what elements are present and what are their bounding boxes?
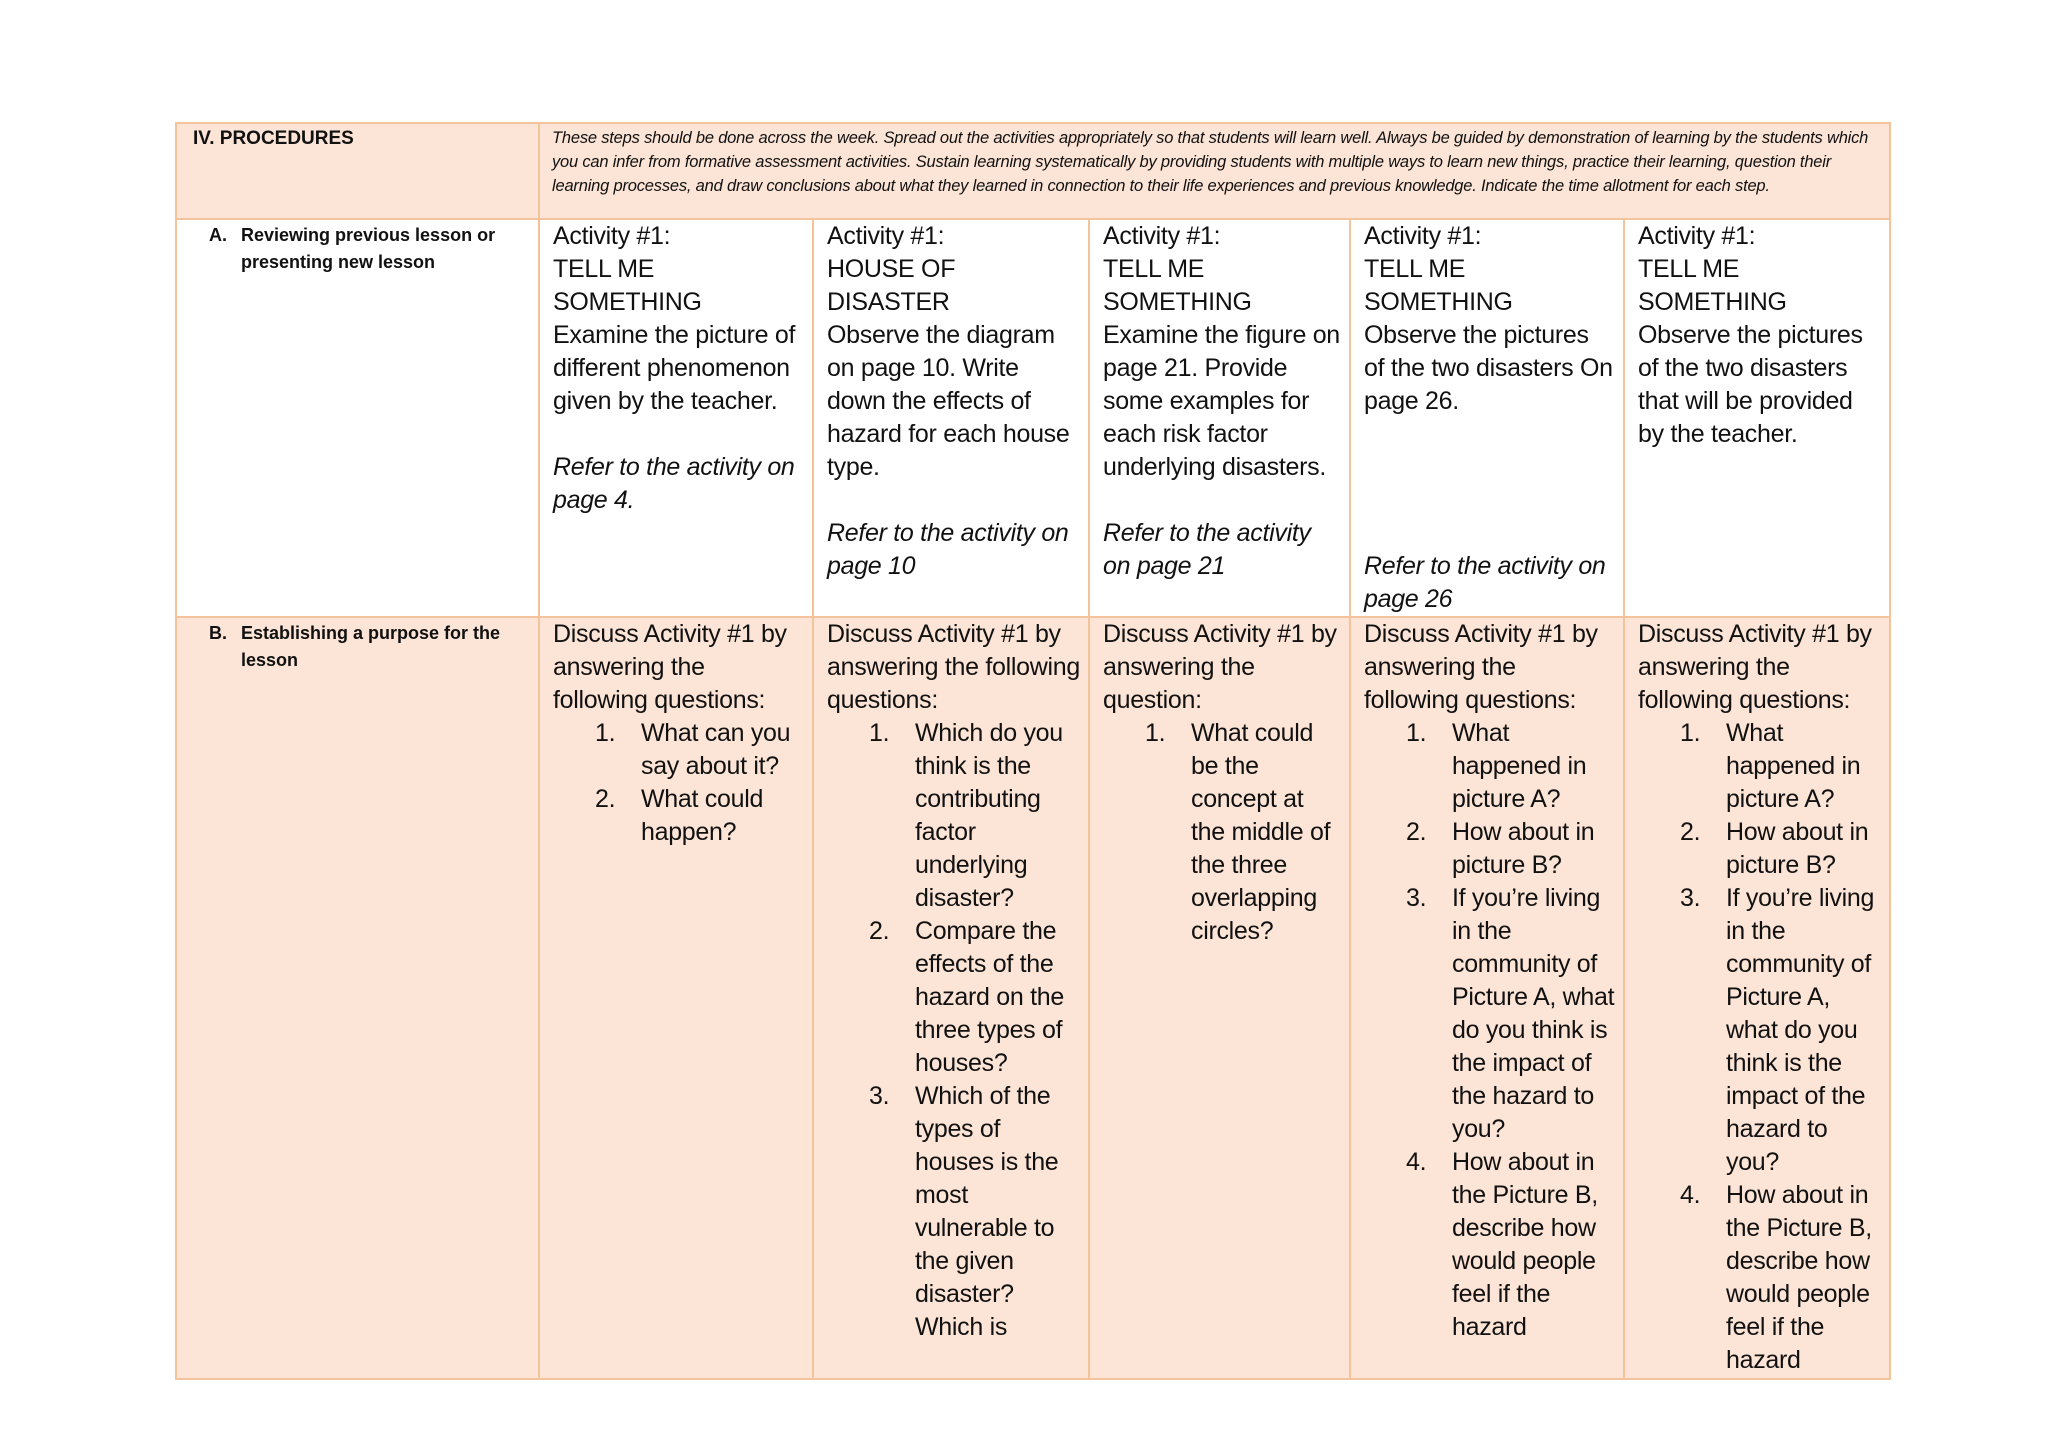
question-list <box>553 717 804 849</box>
activity-title: TELL ME SOMETHING <box>553 255 702 316</box>
list-item: 1. What can you say about it? <box>595 719 791 780</box>
list-item: 3. Which of the types of houses is the most vulnerable to the given disaster? Which is <box>869 1082 1059 1341</box>
list-item: 3. If you’re living in the community of Picture A, what do you think is the impact of the hazard to you? <box>1406 884 1615 1143</box>
row-a-day-2 <box>813 219 1089 617</box>
row-a-day-1 <box>539 219 813 617</box>
activity-reference: Refer to the activity on page 21 <box>1103 519 1311 580</box>
row-a-day-3 <box>1089 219 1350 617</box>
discussion-intro: Discuss Activity #1 by answering the following questions: <box>1638 620 1872 714</box>
row-b-day-2 <box>813 617 1089 1379</box>
instructions-note: These steps should be done across the week. Spread out the activities appropriately so that students will learn well. Always be guided by demonstration of learning by the students which you can infer from formative assessment activities. Sustain learning systematically by providing students with multiple ways to learn new things, practice their learning, question their learning processes, and draw conclusions about what they learned in connection to their life experiences and previous knowledge. Indicate the time allotment for each step. <box>552 129 1869 195</box>
discussion-intro: Discuss Activity #1 by answering the following questions: <box>827 620 1080 714</box>
activity-number: Activity #1: <box>827 222 945 250</box>
row-b <box>176 617 1890 1379</box>
row-a-label: Reviewing previous lesson or presenting new lesson <box>241 225 496 272</box>
activity-title: TELL ME SOMETHING <box>1638 255 1787 316</box>
list-item: 1. What could be the concept at the middle of the three overlapping circles? <box>1145 719 1331 945</box>
activity-body: Observe the pictures of the two disasters that will be provided by the teacher. <box>1638 321 1863 448</box>
question-list <box>1638 717 1881 1377</box>
header-note-cell <box>539 123 1890 219</box>
discussion-intro: Discuss Activity #1 by answering the following questions: <box>1364 620 1598 714</box>
row-a-label-cell <box>176 219 539 617</box>
question-list <box>1364 717 1615 1344</box>
row-b-label: Establishing a purpose for the lesson <box>241 623 501 670</box>
activity-number: Activity #1: <box>553 222 671 250</box>
list-item: 2. What could happen? <box>595 785 764 846</box>
row-a-day-4 <box>1350 219 1624 617</box>
row-a-letter: A. <box>209 225 227 245</box>
row-b-label-cell <box>176 617 539 1379</box>
activity-reference: Refer to the activity on page 10 <box>827 519 1069 580</box>
row-b-day-3 <box>1089 617 1350 1379</box>
list-item: 1. What happened in picture A? <box>1406 719 1587 813</box>
header-label-cell <box>176 123 539 219</box>
row-b-day-5 <box>1624 617 1890 1379</box>
discussion-intro: Discuss Activity #1 by answering the following questions: <box>553 620 787 714</box>
activity-body: Observe the diagram on page 10. Write down the effects of hazard for each house type. <box>827 321 1070 481</box>
question-list <box>827 717 1080 1344</box>
activity-number: Activity #1: <box>1638 222 1756 250</box>
row-a <box>176 219 1890 617</box>
row-b-day-1 <box>539 617 813 1379</box>
discussion-intro: Discuss Activity #1 by answering the question: <box>1103 620 1337 714</box>
activity-title: TELL ME SOMETHING <box>1364 255 1513 316</box>
row-b-day-4 <box>1350 617 1624 1379</box>
activity-body: Examine the figure on page 21. Provide some examples for each risk factor underlying disasters. <box>1103 321 1340 481</box>
row-b-letter: B. <box>209 623 227 643</box>
procedures-table <box>175 122 1891 1380</box>
activity-title: TELL ME SOMETHING <box>1103 255 1252 316</box>
activity-body: Examine the picture of different phenomenon given by the teacher. <box>553 321 796 415</box>
activity-reference: Refer to the activity on page 26 <box>1364 552 1606 613</box>
activity-title: HOUSE OF DISASTER <box>827 255 956 316</box>
list-item: 3. If you’re living in the community of Picture A, what do you think is the impact of the hazard to you? <box>1680 884 1875 1176</box>
row-a-day-5 <box>1624 219 1890 617</box>
section-heading: IV. PROCEDURES <box>193 128 354 149</box>
activity-reference: Refer to the activity on page 4. <box>553 453 795 514</box>
list-item: 2. How about in picture B? <box>1680 818 1869 879</box>
list-item: 1. What happened in picture A? <box>1680 719 1861 813</box>
list-item: 2. How about in picture B? <box>1406 818 1595 879</box>
activity-number: Activity #1: <box>1364 222 1482 250</box>
list-item: 4. How about in the Picture B, describe how would people feel if the hazard <box>1406 1148 1598 1341</box>
activity-body: Observe the pictures of the two disasters On page 26. <box>1364 321 1613 415</box>
question-list <box>1103 717 1341 948</box>
header-row <box>176 123 1890 219</box>
activity-number: Activity #1: <box>1103 222 1221 250</box>
list-item: 4. How about in the Picture B, describe how would people feel if the hazard <box>1680 1181 1872 1374</box>
list-item: 1. Which do you think is the contributing factor underlying disaster? <box>869 719 1063 912</box>
list-item: 2. Compare the effects of the hazard on the three types of houses? <box>869 917 1064 1077</box>
